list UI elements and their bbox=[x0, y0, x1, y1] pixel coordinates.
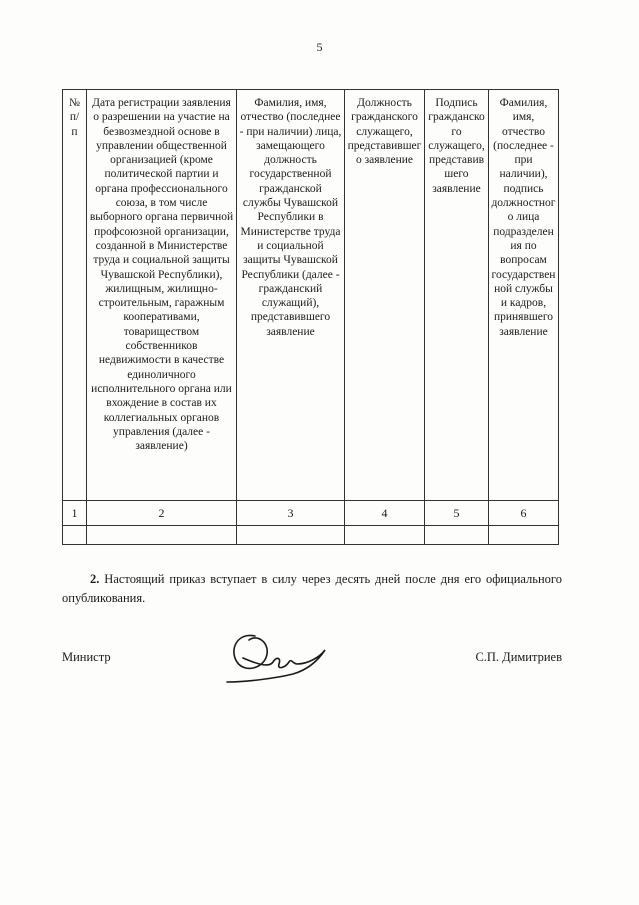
empty-cell bbox=[489, 526, 559, 545]
column-number: 6 bbox=[489, 501, 559, 526]
column-number: 4 bbox=[345, 501, 425, 526]
page-number: 5 bbox=[316, 40, 323, 54]
column-number: 2 bbox=[87, 501, 237, 526]
signature-block bbox=[62, 650, 562, 700]
registration-table bbox=[62, 89, 559, 545]
empty-cell bbox=[425, 526, 489, 545]
table-header-row bbox=[63, 90, 559, 501]
paragraph-number: 2. bbox=[90, 572, 100, 586]
header-cell-registration-date: Дата регистрации заявления о разрешении на участие на безвозмездной основе в управлении общественной организацией (кроме политической партии и органа профессионального союза, в том числе выборного органа первичной профсоюзной организации, созданной в Министерстве труда и социальной защиты Чувашской Республики), жилищным, жилищно-строительным, гаражным кооперативами, товариществом собственников недвижимости в качестве единоличного исполнительного органа или вхождение в состав их коллегиальных органов управления (далее - заявление) bbox=[87, 90, 237, 501]
column-number: 5 bbox=[425, 501, 489, 526]
empty-cell bbox=[237, 526, 345, 545]
empty-cell bbox=[87, 526, 237, 545]
column-number: 3 bbox=[237, 501, 345, 526]
table-column-numbers-row bbox=[63, 501, 559, 526]
table-empty-row bbox=[63, 526, 559, 545]
header-cell-position: Должность гражданского служащего, представившего заявление bbox=[345, 90, 425, 501]
empty-cell bbox=[63, 526, 87, 545]
header-cell-number: № п/ п bbox=[63, 90, 87, 501]
handwritten-signature bbox=[207, 628, 357, 688]
header-cell-signature: Подпись гражданского служащего, представившего заявление bbox=[425, 90, 489, 501]
column-number: 1 bbox=[63, 501, 87, 526]
signer-name: С.П. Димитриев bbox=[475, 650, 562, 664]
signer-position: Министр bbox=[62, 650, 111, 664]
header-cell-employee-name: Фамилия, имя, отчество (последнее - при наличии) лица, замещающего должность государственной гражданской службы Чувашской Республики в Министерстве труда и социальной защиты Чувашской Республики (далее - гражданский служащий), представившего заявление bbox=[237, 90, 345, 501]
paragraph-text: Настоящий приказ вступает в силу через десять дней после дня его официального опубликования. bbox=[62, 572, 563, 605]
effective-date-paragraph bbox=[62, 570, 562, 608]
header-cell-official: Фамилия, имя, отчество (последнее - при наличии), подпись должностного лица подразделения по вопросам государственной службы и кадров, принявшего заявление bbox=[489, 90, 559, 501]
empty-cell bbox=[345, 526, 425, 545]
